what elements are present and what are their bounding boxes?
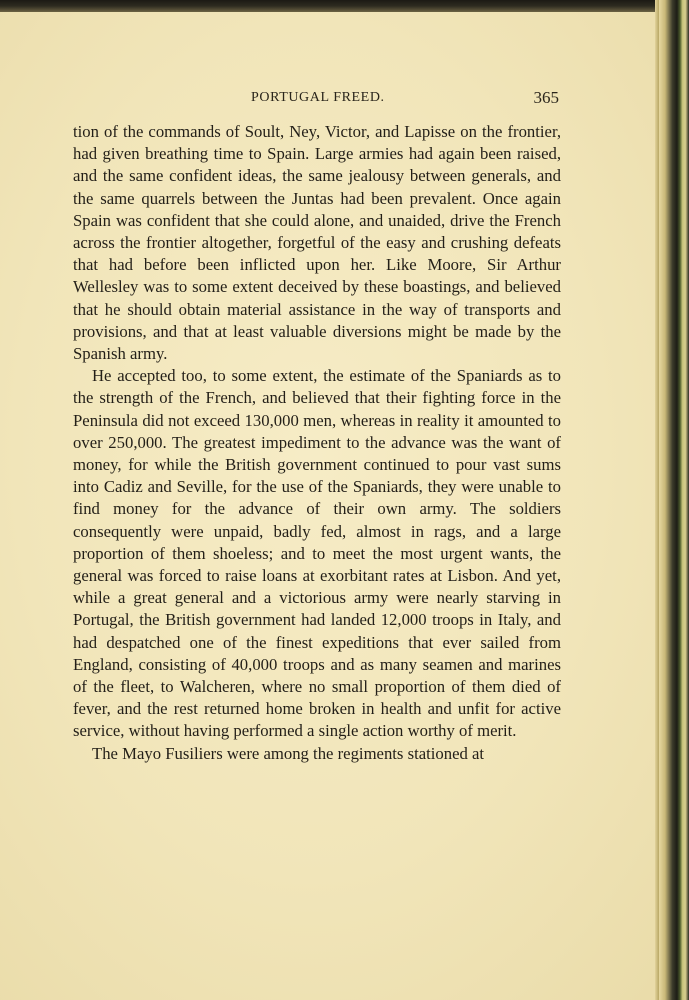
body-text <box>73 121 561 765</box>
book-binding <box>659 0 689 1000</box>
paragraph: He accepted too, to some extent, the estimate of the Spaniards as to the strength of the French, and believed that their fighting force in the Peninsula did not exceed 130,000 men, whereas in reality it amounted to over 250,000. The greatest impediment to the advance was the want of money, for while the British government continued to pour vast sums into Cadiz and Seville, for the use of the Spaniards, they were unable to find money for the advance of their own army. The soldiers consequently were unpaid, badly fed, almost in rags, and a large proportion of them shoeless; and to meet the most urgent wants, the general was forced to raise loans at exorbitant rates at Lisbon. And yet, while a great general and a victorious army were nearly starving in Portugal, the British government had landed 12,000 troops in Italy, and had despatched one of the finest expeditions that ever sailed from England, consisting of 40,000 troops and as many seamen and marines of the fleet, to Walcheren, where no small proportion of them died of fever, and the rest returned home broken in health and unfit for active service, without having performed a single action worthy of merit. <box>73 366 561 741</box>
page-header <box>75 88 559 112</box>
page-number: 365 <box>533 88 559 107</box>
running-head: PORTUGAL FREED. <box>251 90 385 105</box>
page-top-edge <box>0 0 689 12</box>
paragraph: The Mayo Fusiliers were among the regiments stationed at <box>92 743 485 763</box>
paragraph: tion of the commands of Soult, Ney, Victor, and Lapisse on the frontier, had given breathing time to Spain. Large armies had again been raised, and the same confident ideas, the same jealousy between generals, and the same quarrels between the Juntas had been prevalent. Once again Spain was confident that she could alone, and unaided, drive the French across the frontier altogether, forgetful of the easy and crushing defeats that had before been inflicted upon her. Like Moore, Sir Arthur Wellesley was to some extent deceived by these boastings, and believed that he should obtain material assistance in the way of transports and provisions, and that at least valuable diversions might be made by the Spanish army. <box>73 122 561 364</box>
